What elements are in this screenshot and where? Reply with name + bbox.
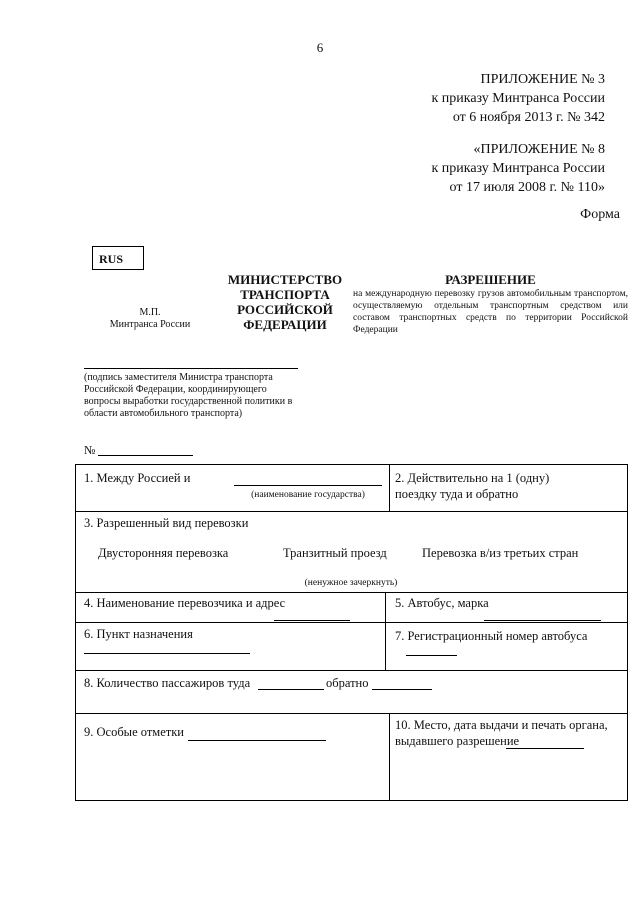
field-2-line2: поездку туда и обратно <box>395 487 519 501</box>
seal-line: М.П. <box>139 307 161 318</box>
signature-line[interactable] <box>84 368 298 369</box>
field-1-label: 1. Между Россией и <box>84 471 191 485</box>
row-divider <box>76 713 627 714</box>
appendix-line: «ПРИЛОЖЕНИЕ № 8 <box>473 142 605 157</box>
appendix-heading-2008 <box>431 140 605 197</box>
appendix-line: к приказу Минтранса России <box>431 161 605 176</box>
permit-table <box>75 464 628 801</box>
option-third-country[interactable]: Перевозка в/из третьих стран <box>422 546 579 560</box>
passengers-back-field[interactable] <box>372 689 432 690</box>
appendix-heading-2013 <box>431 70 605 127</box>
carrier-field[interactable] <box>274 620 350 621</box>
appendix-line: к приказу Минтранса России <box>431 91 605 106</box>
signature-caption: (подпись заместителя Министра транспорта Российской Федерации, координирующего вопросы выработки государственной политики в области автомобильного транспорта) <box>84 372 293 419</box>
issue-place-field[interactable] <box>506 748 584 749</box>
field-8-label: 8. Количество пассажиров туда <box>84 676 251 690</box>
option-transit[interactable]: Транзитный проезд <box>283 546 387 560</box>
ministry-line: МИНИСТЕРСТВО <box>227 272 343 287</box>
page-number: 6 <box>316 40 324 55</box>
ministry-name <box>220 272 350 332</box>
country-code-box: RUS <box>92 246 144 270</box>
field-6-label: 6. Пункт назначения <box>84 627 193 641</box>
field-4-label: 4. Наименование перевозчика и адрес <box>84 596 286 610</box>
option-bilateral[interactable]: Двусторонняя перевозка <box>98 546 229 560</box>
field-9-label: 9. Особые отметки <box>84 725 184 739</box>
state-name-field[interactable] <box>234 485 382 486</box>
seal-line: Минтранса России <box>109 319 191 330</box>
col-divider <box>385 592 386 670</box>
field-10-line2: выдавшего разрешение <box>395 734 520 748</box>
field-3-label: 3. Разрешенный вид перевозки <box>84 516 249 530</box>
field-2-line1: 2. Действительно на 1 (одну) <box>395 471 550 485</box>
form-label: Форма <box>580 207 620 222</box>
number-field[interactable] <box>98 455 193 456</box>
row-divider <box>76 670 627 671</box>
appendix-line: от 6 ноября 2013 г. № 342 <box>452 110 605 125</box>
permit-title: РАЗРЕШЕНИЕ <box>445 272 536 287</box>
destination-field[interactable] <box>84 653 250 654</box>
passengers-there-field[interactable] <box>258 689 324 690</box>
row-divider <box>76 592 627 593</box>
registration-field[interactable] <box>406 655 457 656</box>
appendix-line: ПРИЛОЖЕНИЕ № 3 <box>480 72 605 87</box>
special-notes-field[interactable] <box>188 740 326 741</box>
ministry-line: РОССИЙСКОЙ <box>237 302 333 317</box>
field-7-label: 7. Регистрационный номер автобуса <box>395 629 588 643</box>
appendix-line: от 17 июля 2008 г. № 110» <box>449 180 605 195</box>
state-name-caption: (наименование государства) <box>251 490 365 500</box>
bus-make-field[interactable] <box>484 620 601 621</box>
strike-note: (ненужное зачеркнуть) <box>304 578 398 588</box>
col-divider <box>389 713 390 800</box>
seal-placeholder <box>100 307 200 331</box>
field-5-label: 5. Автобус, марка <box>395 596 489 610</box>
col-divider <box>389 465 390 511</box>
row-divider <box>76 622 627 623</box>
ministry-line: ФЕДЕРАЦИИ <box>243 317 327 332</box>
ministry-line: ТРАНСПОРТА <box>240 287 330 302</box>
number-label: № <box>84 443 96 457</box>
permit-description: на международную перевозку грузов автомобильным транспортом, осуществляемую отдельным транспортным средством или составом транспортных средств по территории Российской Федерации <box>353 289 628 335</box>
field-10-line1: 10. Место, дата выдачи и печать органа, <box>395 718 608 732</box>
field-8-back-label: обратно <box>326 676 369 690</box>
row-divider <box>76 511 627 512</box>
